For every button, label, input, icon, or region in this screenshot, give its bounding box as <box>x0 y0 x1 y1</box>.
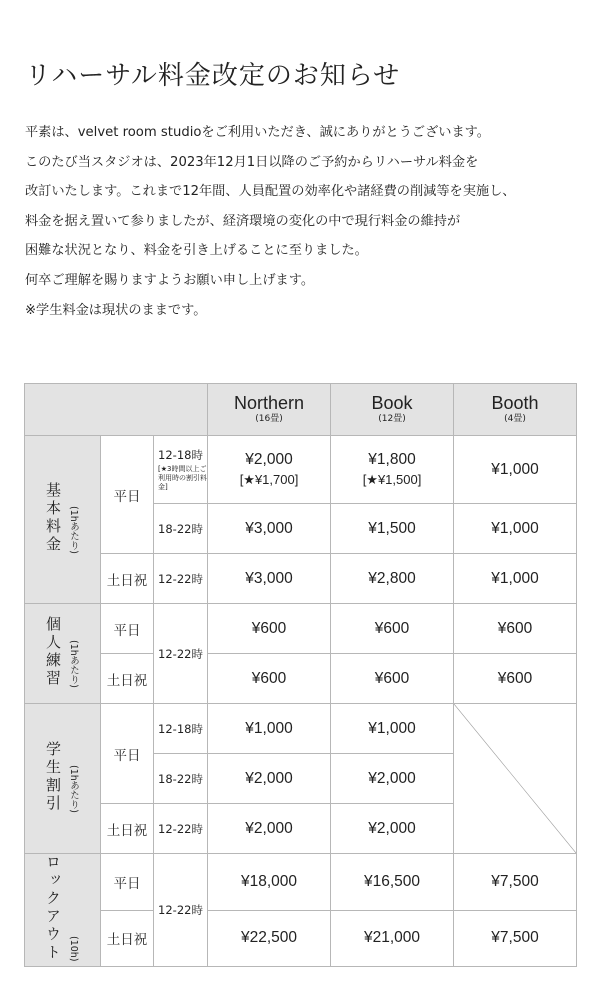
intro-line: このたび当スタジオは、2023年12月1日以降のご予約からリハーサル料金を <box>25 154 479 170</box>
day-weekday: 平日 <box>101 604 154 654</box>
price-cell: ¥3,000 <box>208 554 331 604</box>
price-cell: ¥18,000 <box>208 854 331 911</box>
time-slot: 12-22時 <box>154 554 208 604</box>
day-holiday: 土日祝 <box>101 654 154 704</box>
time-slot: 12-22時 <box>154 604 208 704</box>
price-cell: ¥2,000 <box>208 804 331 854</box>
price: ¥1,800 <box>368 451 416 468</box>
room-name: Booth <box>491 393 539 413</box>
room-size: (4畳) <box>504 414 526 424</box>
day-weekday: 平日 <box>101 704 154 804</box>
room-size: (12畳) <box>378 414 406 424</box>
time-slot: 18-22時 <box>154 504 208 554</box>
price-cell: ¥2,000 <box>331 804 454 854</box>
time-slot: 12-22時 <box>154 854 208 967</box>
header-corner <box>25 384 208 436</box>
header-northern <box>208 384 331 436</box>
time-slot: 12-18時 <box>154 704 208 754</box>
room-name: Book <box>371 393 413 413</box>
price: ¥2,000 <box>245 451 293 468</box>
category-unit: (1hあたり) <box>68 764 80 813</box>
price-cell: ¥1,000 <box>454 554 577 604</box>
category-lockout <box>25 854 101 967</box>
price-cell: ¥7,500 <box>454 910 577 967</box>
price-cell: ¥21,000 <box>331 910 454 967</box>
intro-line: 困難な状況となり、料金を引き上げることに至りました。 <box>25 243 368 259</box>
not-available-cell <box>454 704 577 854</box>
price-cell: ¥16,500 <box>331 854 454 911</box>
price-cell: ¥1,000 <box>454 436 577 504</box>
discount-price: [★¥1,500] <box>362 472 422 487</box>
price-cell <box>208 436 331 504</box>
category-unit: (10h) <box>68 936 80 962</box>
time-slot: 12-22時 <box>154 804 208 854</box>
day-holiday: 土日祝 <box>101 804 154 854</box>
page-title: リハーサル料金改定のお知らせ <box>25 61 401 91</box>
price-cell: ¥2,000 <box>331 754 454 804</box>
intro-line: 改訂いたします。これまで12年間、人員配置の効率化や諸経費の削減等を実施し、 <box>25 184 516 200</box>
price-table <box>24 383 577 967</box>
diagonal-line <box>454 704 576 853</box>
price-cell: ¥600 <box>454 654 577 704</box>
price-cell <box>331 436 454 504</box>
category-label: 学生割引 <box>43 740 62 813</box>
category-unit: (1hあたり) <box>68 505 80 554</box>
price-cell: ¥2,800 <box>331 554 454 604</box>
price-cell: ¥7,500 <box>454 854 577 911</box>
category-basic <box>25 436 101 604</box>
price-cell: ¥3,000 <box>208 504 331 554</box>
price-cell: ¥600 <box>208 604 331 654</box>
intro-line: 平素は、velvet room studioをご利用いただき、誠にありがとうございます。 <box>25 125 490 140</box>
header-book <box>331 384 454 436</box>
category-label: 基本料金 <box>43 481 62 554</box>
price-cell: ¥600 <box>331 604 454 654</box>
category-student <box>25 704 101 854</box>
time-slot: 18-22時 <box>154 754 208 804</box>
time-slot <box>154 436 208 504</box>
price-cell: ¥22,500 <box>208 910 331 967</box>
price-cell: ¥600 <box>454 604 577 654</box>
discount-price: [★¥1,700] <box>239 472 299 487</box>
discount-note: [★3時間以上ご利用時の割引料金] <box>158 465 207 491</box>
price-cell: ¥600 <box>331 654 454 704</box>
category-personal <box>25 604 101 704</box>
category-label: 個人練習 <box>43 615 62 688</box>
day-weekday: 平日 <box>101 436 154 554</box>
category-label: ロックアウト <box>43 854 62 962</box>
category-unit: (1hあたり) <box>68 639 80 688</box>
price-cell: ¥2,000 <box>208 754 331 804</box>
intro-line: 何卒ご理解を賜りますようお願い申し上げます。 <box>25 272 315 288</box>
day-holiday: 土日祝 <box>101 554 154 604</box>
price-cell: ¥1,000 <box>208 704 331 754</box>
room-size: (16畳) <box>255 414 283 424</box>
price-cell: ¥1,500 <box>331 504 454 554</box>
day-holiday: 土日祝 <box>101 910 154 967</box>
price-cell: ¥1,000 <box>331 704 454 754</box>
time-label: 12-18時 <box>158 448 203 462</box>
intro-line: ※学生料金は現状のままです。 <box>25 302 207 318</box>
price-cell: ¥1,000 <box>454 504 577 554</box>
price-cell: ¥600 <box>208 654 331 704</box>
intro-text <box>25 118 585 325</box>
day-weekday: 平日 <box>101 854 154 911</box>
room-name: Northern <box>234 393 305 413</box>
header-booth <box>454 384 577 436</box>
intro-line: 料金を据え置いて参りましたが、経済環境の変化の中で現行料金の維持が <box>25 213 461 229</box>
